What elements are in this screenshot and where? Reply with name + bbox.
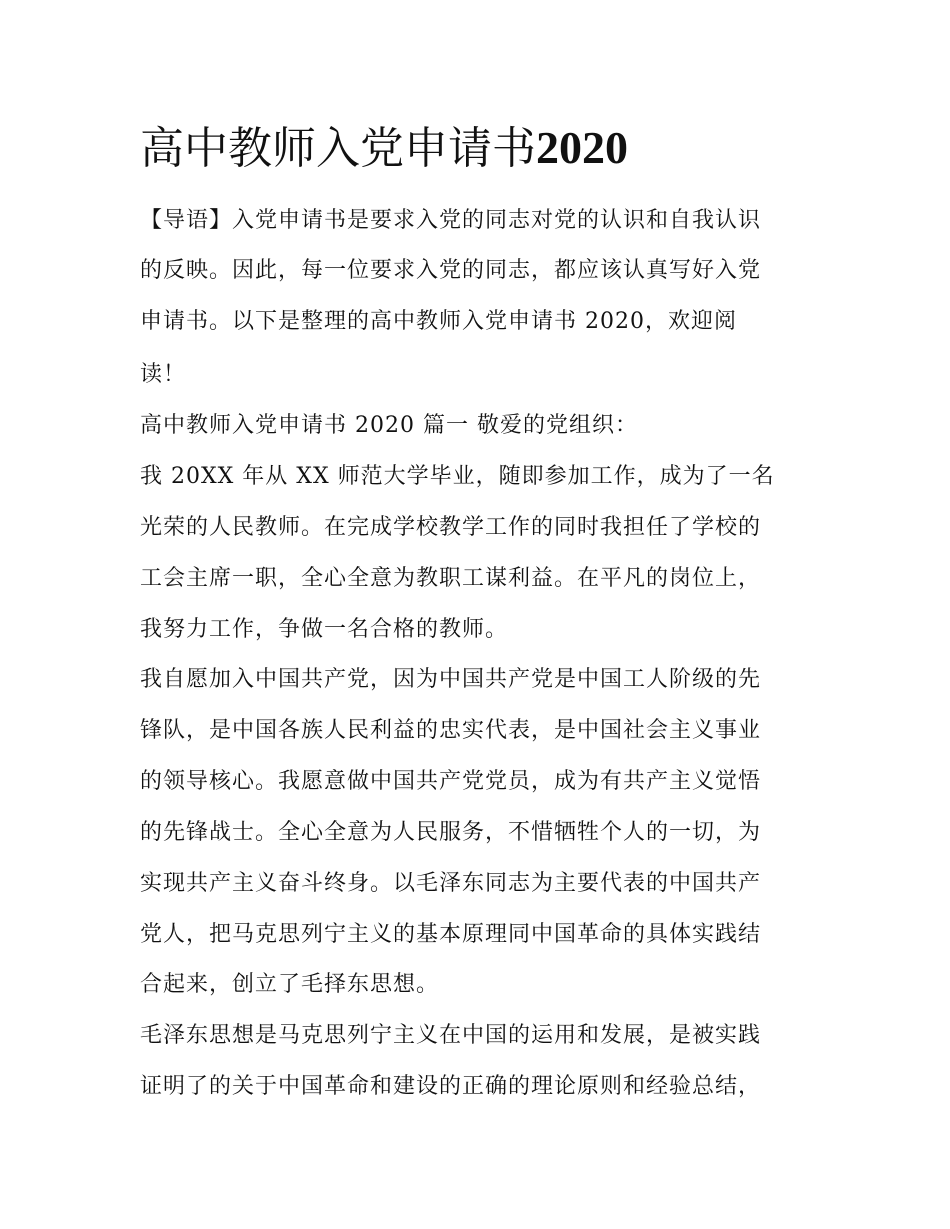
body-line: 的反映。因此，每一位要求入党的同志，都应该认真写好入党 xyxy=(140,258,762,283)
body-line: 锋队，是中国各族人民利益的忠实代表，是中国社会主义事业 xyxy=(140,718,762,743)
body-line: 毛泽东思想是马克思列宁主义在中国的运用和发展，是被实践 xyxy=(140,1023,762,1048)
body-line: 我 20XX 年从 XX 师范大学毕业，随即参加工作，成为了一名 xyxy=(140,464,775,489)
body-line: 证明了的关于中国革命和建设的正确的理论原则和经验总结， xyxy=(140,1074,762,1099)
body-line: 的领导核心。我愿意做中国共产党党员，成为有共产主义觉悟 xyxy=(140,769,762,794)
title-year: 2020 xyxy=(536,122,628,173)
body-line: 申请书。以下是整理的高中教师入党申请书 2020，欢迎阅 xyxy=(140,309,737,334)
body-line: 合起来，创立了毛择东思想。 xyxy=(140,972,440,997)
body-line: 读！ xyxy=(140,362,187,387)
body-line: 光荣的人民教师。在完成学校教学工作的同时我担任了学校的 xyxy=(140,515,762,540)
body-line: 【导语】入党申请书是要求入党的同志对党的认识和自我认识 xyxy=(140,208,762,233)
body-line: 党人，把马克思列宁主义的基本原理同中国革命的具体实践结 xyxy=(140,922,762,947)
body-line: 的先锋战士。全心全意为人民服务，不惜牺牲个人的一切，为 xyxy=(140,820,762,845)
body-line: 实现共产主义奋斗终身。以毛泽东同志为主要代表的中国共产 xyxy=(140,871,762,896)
document-title xyxy=(140,118,820,179)
body-line: 我努力工作，争做一名合格的教师。 xyxy=(140,617,509,642)
body-line: 工会主席一职，全心全意为教职工谋利益。在平凡的岗位上， xyxy=(140,566,762,591)
body-line: 我自愿加入中国共产党，因为中国共产党是中国工人阶级的先 xyxy=(140,667,762,692)
body-line: 高中教师入党申请书 2020 篇一 敬爱的党组织： xyxy=(140,413,638,438)
title-text: 高中教师入党申请书 xyxy=(140,123,536,174)
